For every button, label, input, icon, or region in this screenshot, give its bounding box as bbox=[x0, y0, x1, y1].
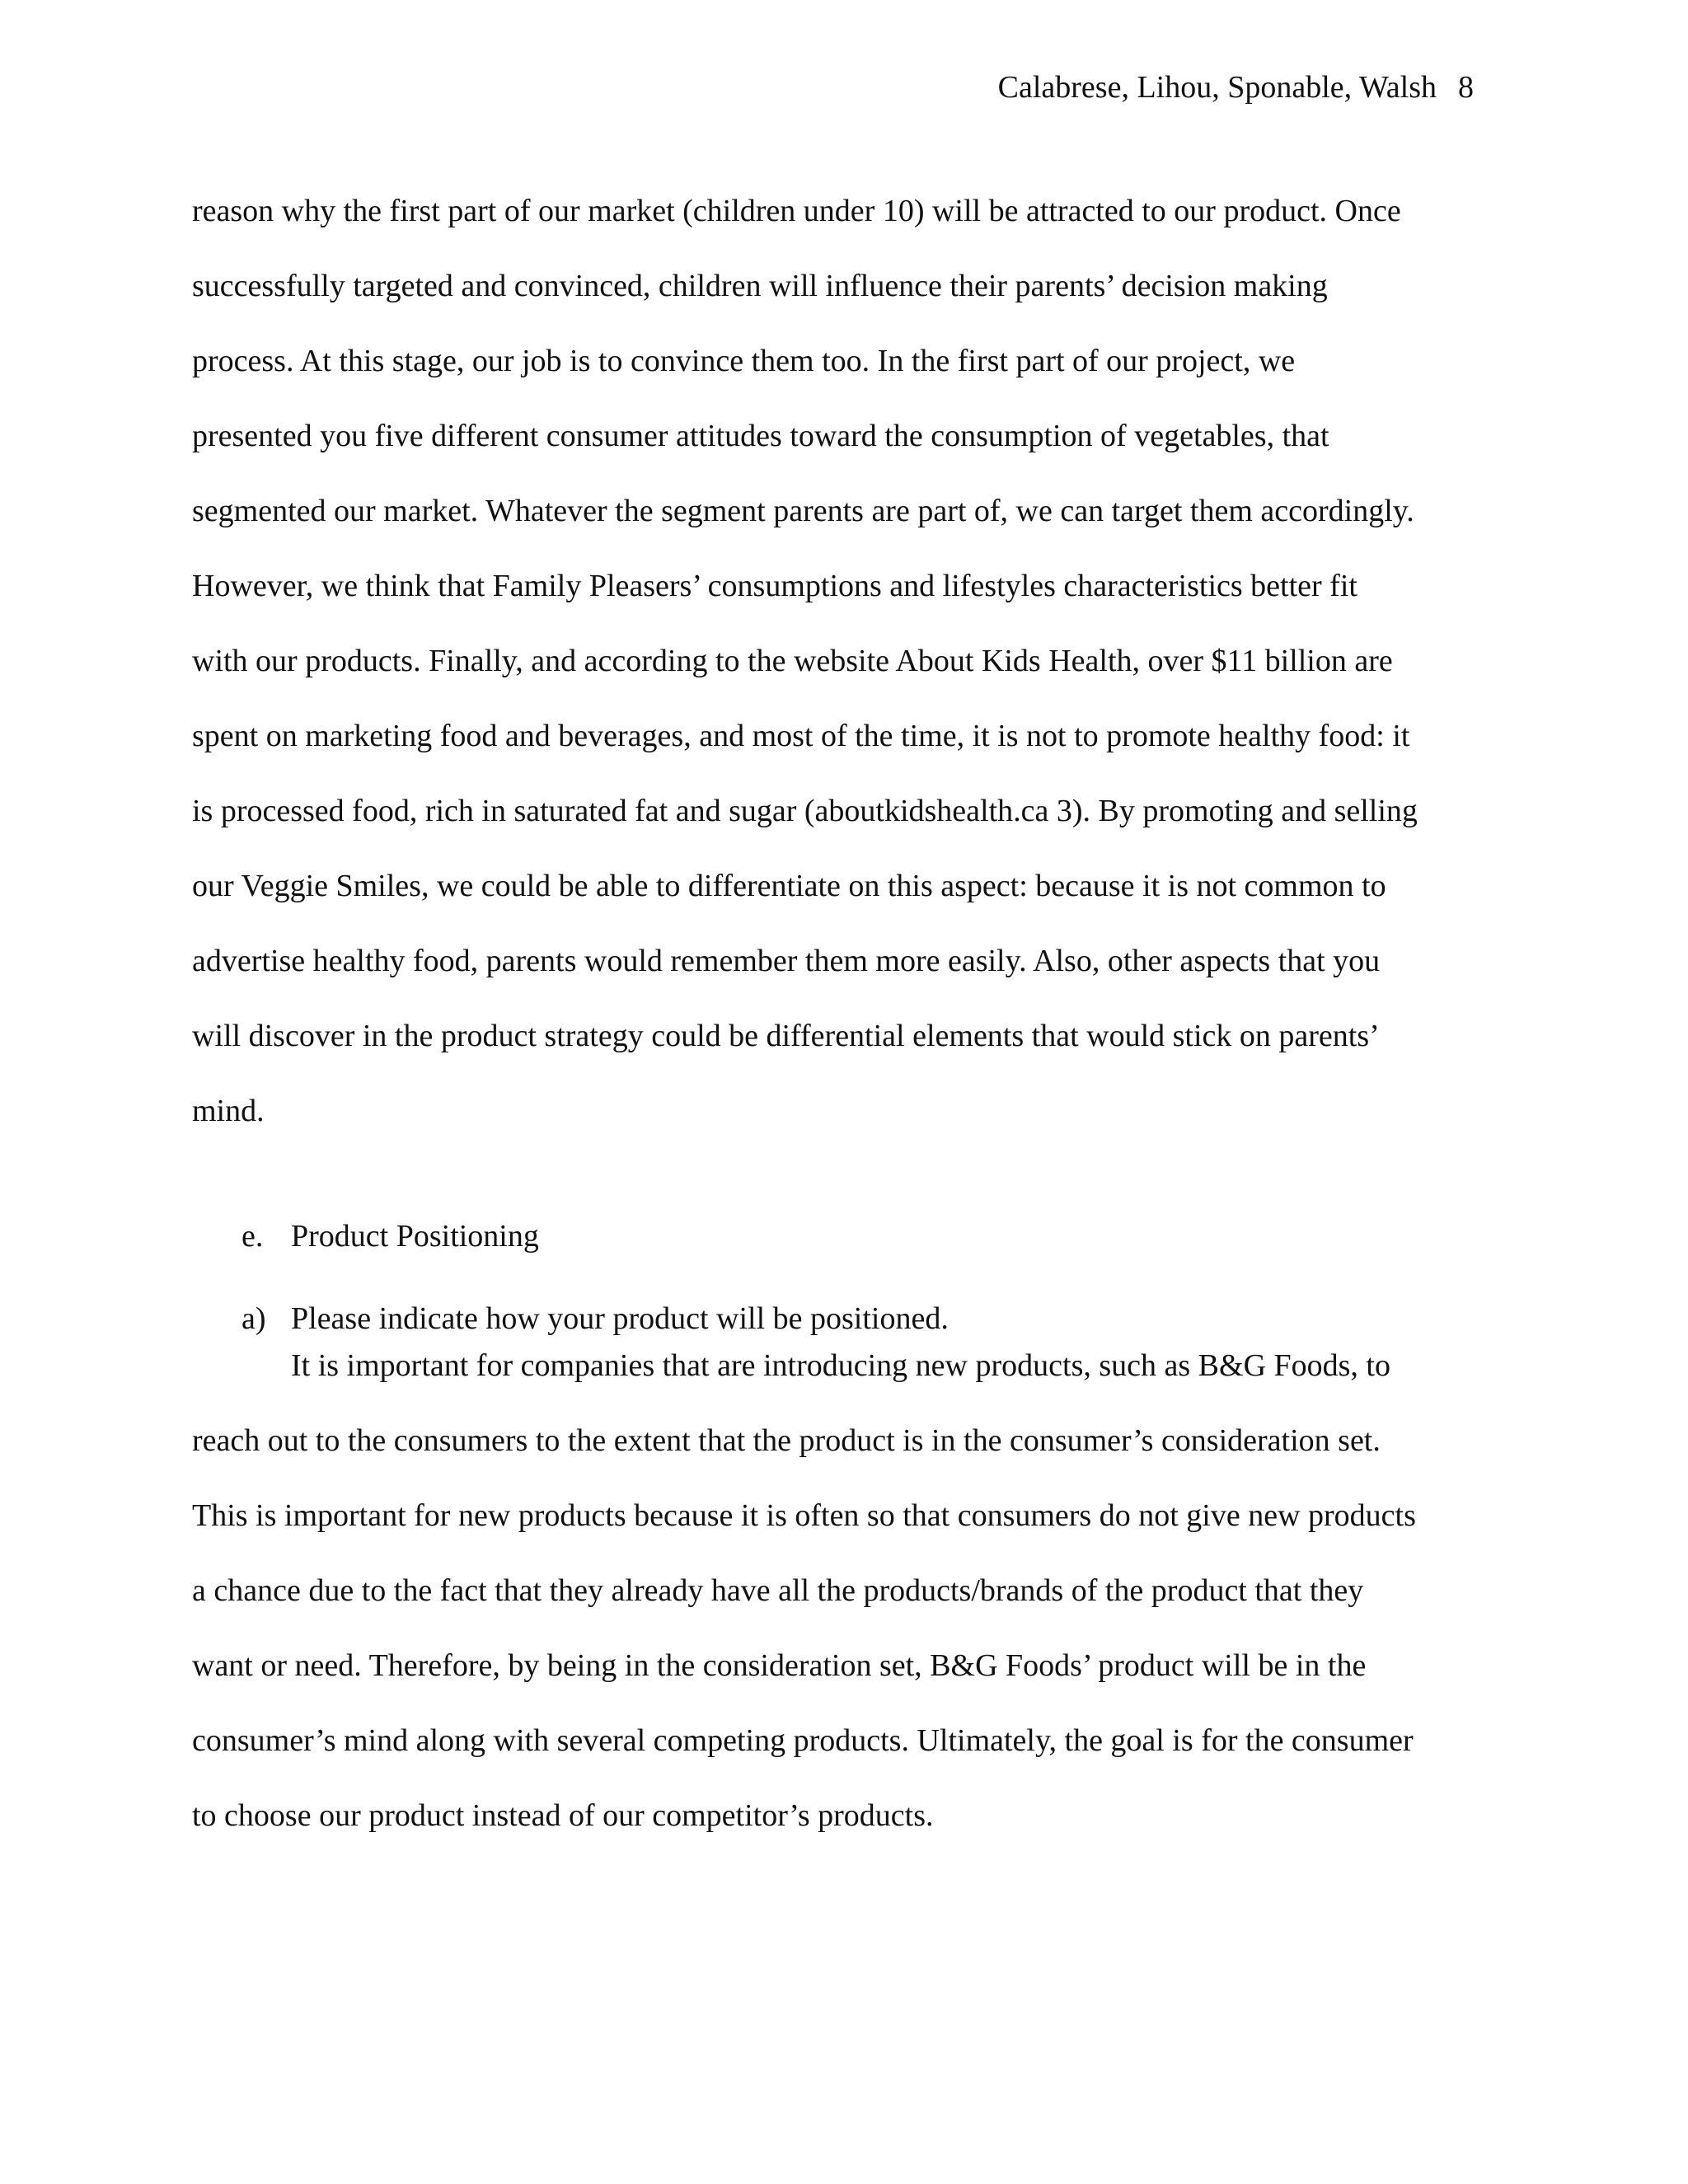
paragraph-1-line-3: process. At this stage, our job is to convince them too. In the first part of our project, we bbox=[192, 344, 1296, 378]
question-marker: a) bbox=[241, 1301, 266, 1336]
paragraph-1-line-5: segmented our market. Whatever the segment parents are part of, we can target them accordingly. bbox=[192, 494, 1414, 528]
paragraph-1-line-13: mind. bbox=[192, 1094, 265, 1128]
paragraph-1-line-7: with our products. Finally, and according to the website About Kids Health, over $11 billion are bbox=[192, 644, 1393, 678]
page-number: 8 bbox=[1458, 70, 1474, 105]
paragraph-2-line-6: consumer’s mind along with several competing products. Ultimately, the goal is for the consumer bbox=[192, 1723, 1414, 1758]
paragraph-2-line-7: to choose our product instead of our competitor’s products. bbox=[192, 1798, 934, 1833]
paragraph-1-line-1: reason why the first part of our market (children under 10) will be attracted to our product. Once bbox=[192, 194, 1401, 228]
question-text: Please indicate how your product will be positioned. bbox=[291, 1301, 949, 1336]
paragraph-1-line-8: spent on marketing food and beverages, and most of the time, it is not to promote healthy food: it bbox=[192, 719, 1410, 753]
paragraph-1-line-9: is processed food, rich in saturated fat and sugar (aboutkidshealth.ca 3). By promoting and selling bbox=[192, 794, 1418, 828]
paragraph-2-line-2: reach out to the consumers to the extent that the product is in the consumer’s consideration set. bbox=[192, 1423, 1381, 1458]
paragraph-2-line-4: a chance due to the fact that they already have all the products/brands of the product that they bbox=[192, 1573, 1364, 1608]
section-marker: e. bbox=[241, 1219, 264, 1254]
paragraph-2-line-5: want or need. Therefore, by being in the consideration set, B&G Foods’ product will be in the bbox=[192, 1648, 1367, 1683]
paragraph-1-line-11: advertise healthy food, parents would remember them more easily. Also, other aspects that you bbox=[192, 944, 1381, 978]
paragraph-1-line-2: successfully targeted and convinced, children will influence their parents’ decision making bbox=[192, 269, 1328, 303]
paragraph-1-line-10: our Veggie Smiles, we could be able to differentiate on this aspect: because it is not common to bbox=[192, 869, 1386, 903]
header-authors: Calabrese, Lihou, Sponable, Walsh bbox=[997, 70, 1437, 105]
paragraph-1-line-4: presented you five different consumer attitudes toward the consumption of vegetables, that bbox=[192, 419, 1329, 453]
section-title: Product Positioning bbox=[291, 1219, 539, 1254]
paragraph-1-line-12: will discover in the product strategy could be differential elements that would stick on parents’ bbox=[192, 1019, 1380, 1053]
paragraph-2-line-3: This is important for new products because it is often so that consumers do not give new products bbox=[192, 1498, 1416, 1533]
paragraph-2-line-1: It is important for companies that are introducing new products, such as B&G Foods, to bbox=[291, 1348, 1390, 1383]
running-header bbox=[998, 68, 1474, 107]
paragraph-1-line-6: However, we think that Family Pleasers’ consumptions and lifestyles characteristics better fit bbox=[192, 569, 1357, 603]
